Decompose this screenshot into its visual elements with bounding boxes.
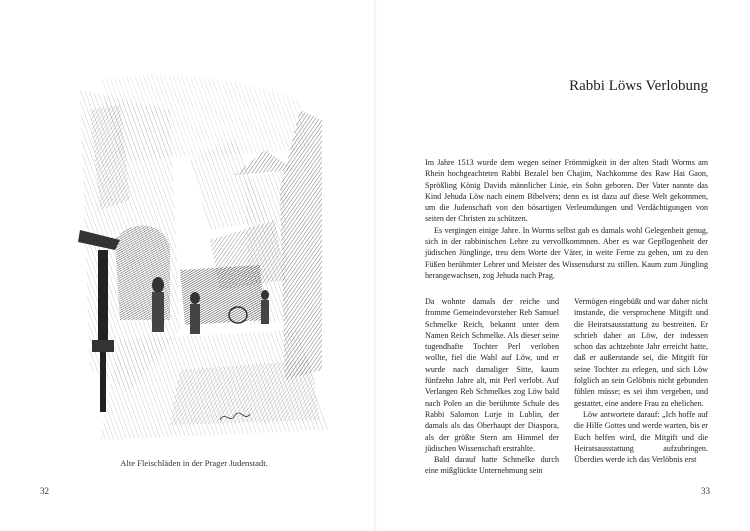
page-number-right: 33 — [701, 486, 710, 496]
page-number-left: 32 — [40, 486, 49, 496]
text-column-left — [425, 296, 559, 477]
two-column-text — [425, 296, 708, 477]
illustration-caption: Alte Fleischläden in der Prager Judenstadt. — [120, 458, 268, 468]
column-paragraph: Löw antwortete darauf: „Ich hoffe auf die Hilfe Gottes und werde warten, bis er Euch helfen wird, die Mitgift und die Heiratsausstattung aufzubringen. Überdies werde ich das Verlöbnis erst — [574, 409, 708, 465]
column-paragraph: Da wohnte damals der reiche und fromme Gemeindevorsteher Reb Samuel Schmelke Reich, bekannt unter dem Namen Reich Schmelke. Als dieser seine tugendhafte Tochter Perl verloben wollte, fiel die Wahl auf Löw, und er wurde nach damaliger Sitte, kaum fünfzehn Jahre alt, mit Perl verlobt. Auf Verlangen Reb Schmelkes zog Löw bald nach Polen an die berühmte Schule des Rabbi Salomon Lurje in Lublin, der damals als das Oberhaupt der Diaspora, als der größte Stern am Himmel der jüdischen Wissenschaft erstrahlte. — [425, 297, 559, 453]
intro-text — [425, 157, 708, 281]
column-paragraph: Vermögen eingebüßt und war daher nicht imstande, die versprochene Mitgift und die Heiratsausstattung zu bestreiten. Er schrieb daher an Löw, der indessen schon das achtzehnte Jahr erreicht hatte, daß er außerstande sei, die Mitgift für seine Tochter zu erlegen, und sich Löw folglich an sein Gelöbnis nicht gebunden fühlen müsse; es sei ihm vergeben, und gestattet, eine andere Frau zu ehelichen. — [574, 297, 708, 408]
column-paragraph: Bald darauf hatte Schmelke durch eine mißglückte Unternehmung sein — [425, 455, 559, 476]
intro-paragraph: Es vergingen einige Jahre. In Worms selbst gab es damals wohl Gelegenheit genug, sich in der rabbinischen Lehre zu vervollkommnen. Aber es war Gepflogenheit der jüdischen Jünglinge, treu dem Worte der Väter, in weite Ferne zu gehen, um zu den Füßen berühmter Lehrer und Meister des Wissensdurst zu stillen. Kaum zum Jüngling herangewachsen, zog Jehuda nach Prag. — [425, 225, 708, 280]
text-column-right — [574, 296, 708, 477]
chapter-title: Rabbi Löws Verlobung — [569, 78, 708, 94]
engraving-illustration — [60, 70, 328, 450]
right-page — [375, 0, 750, 531]
intro-paragraph: Im Jahre 1513 wurde dem wegen seiner Frömmigkeit in der alten Stadt Worms am Rhein hochgeachteten Rabbi Bezalel ben Chajim, Nachkomme des Raw Hai Gaon, Sprößling König Davids männlicher Linie, ein Sohn geboren. Der Vater nannte das Kind Jehuda Löw nach einem Bibelvers; denn es ist dazu auf diese Welt gekommen, um die Judenschaft von den bösartigen Verleumdungen und Verdächtigungen von seiten der Christen zu schützen. — [425, 158, 708, 224]
